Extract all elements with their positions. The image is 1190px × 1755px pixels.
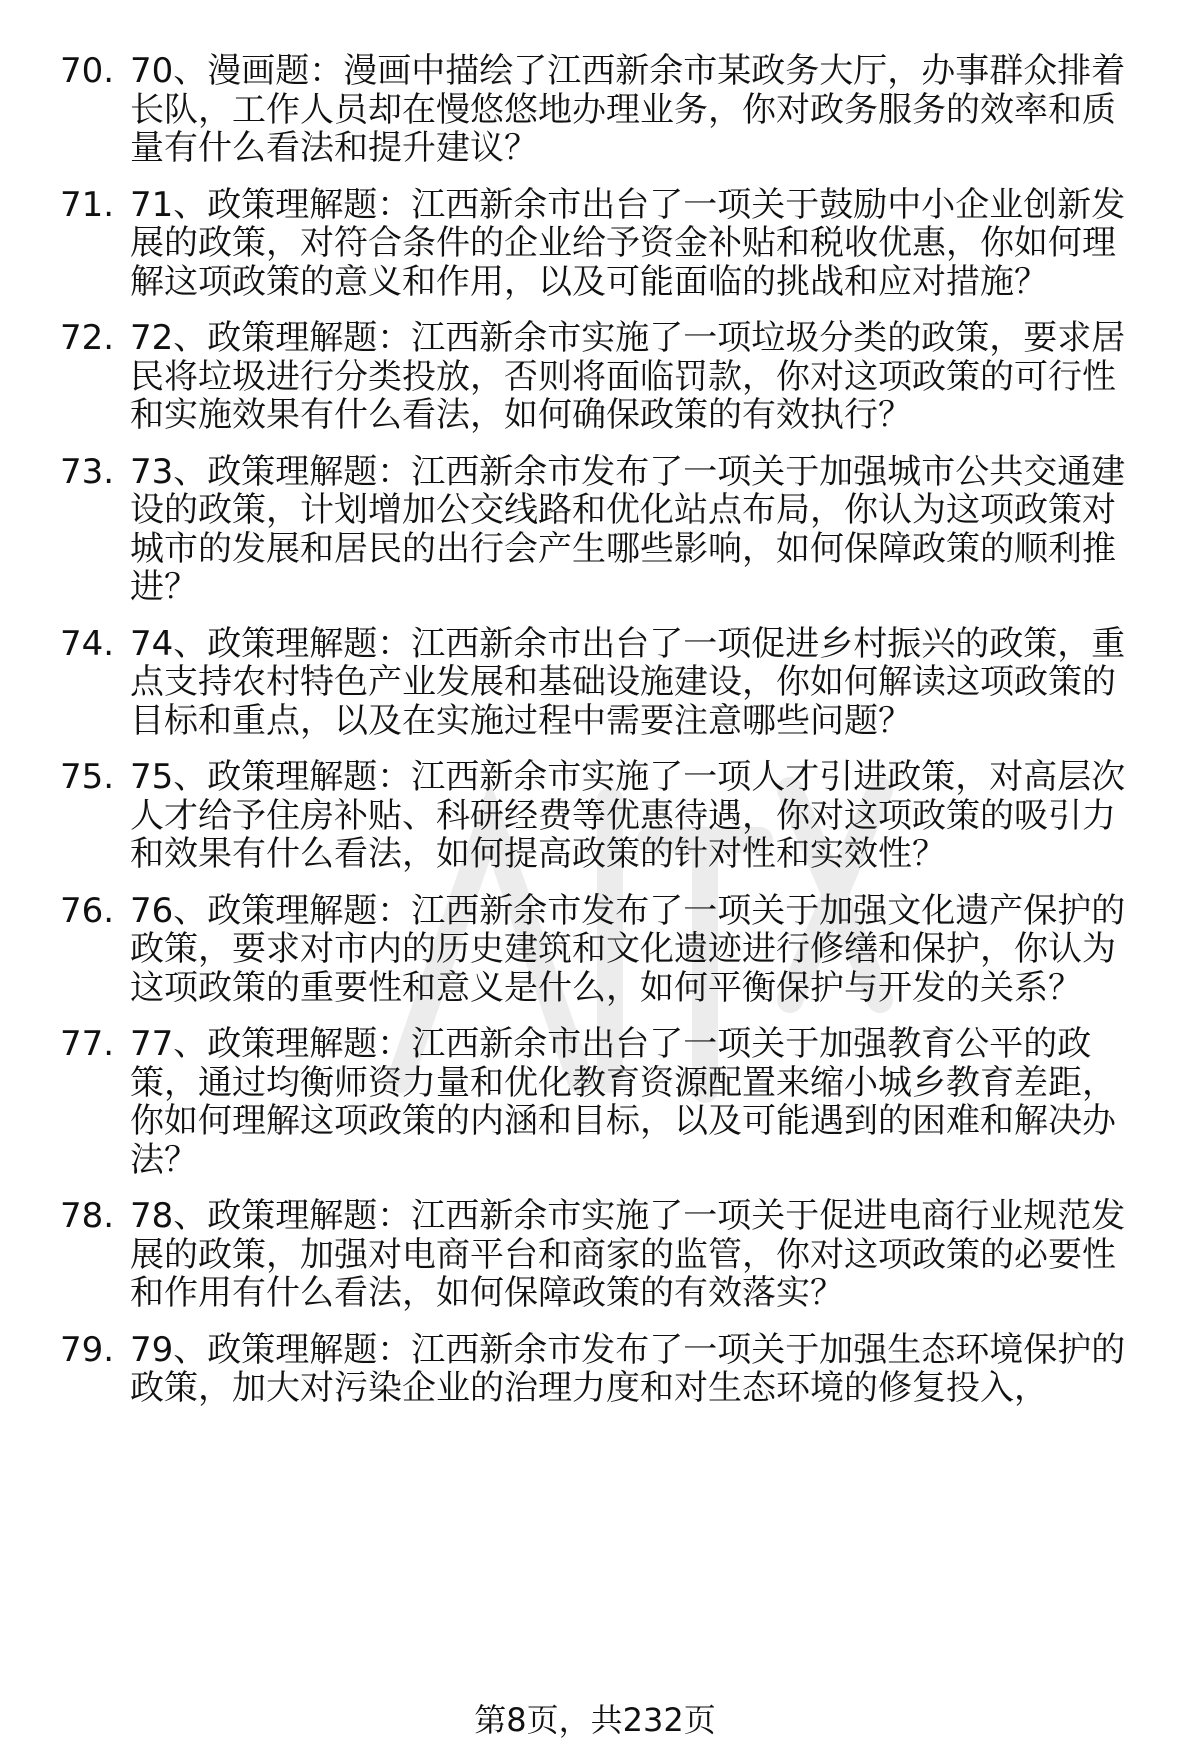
question-text: 72、政策理解题：江西新余市实施了一项垃圾分类的政策，要求居民将垃圾进行分类投放，否则将面临罚款，你对这项政策的可行性和实施效果有什么看法，如何确保政策的有效执行？ — [130, 318, 1126, 435]
list-item — [0, 1025, 1190, 1179]
page-footer: 第8页，共232页 — [474, 1701, 716, 1739]
question-number: 71. — [60, 184, 115, 225]
list-item — [0, 758, 1190, 874]
question-text: 78、政策理解题：江西新余市实施了一项关于促进电商行业规范发展的政策，加强对电商平台和商家的监管，你对这项政策的必要性和作用有什么看法，如何保障政策的有效落实？ — [130, 1196, 1126, 1313]
question-text: 71、政策理解题：江西新余市出台了一项关于鼓励中小企业创新发展的政策，对符合条件的企业给予资金补贴和税收优惠，你如何理解这项政策的意义和作用，以及可能面临的挑战和应对措施？ — [130, 184, 1126, 302]
question-number: 77. — [60, 1024, 115, 1064]
question-number: 79. — [60, 1329, 115, 1370]
list-item — [0, 453, 1190, 607]
question-text: 73、政策理解题：江西新余市发布了一项关于加强城市公共交通建设的政策，计划增加公交线路和优化站点布局，你认为这项政策对城市的发展和居民的出行会产生哪些影响，如何保障政策的顺利推进？ — [130, 451, 1126, 607]
question-number: 75. — [60, 757, 115, 797]
list-item — [0, 186, 1190, 302]
question-text: 76、政策理解题：江西新余市发布了一项关于加强文化遗产保护的政策，要求对市内的历史建筑和文化遗迹进行修缮和保护，你认为这项政策的重要性和意义是什么，如何平衡保护与开发的关系？ — [130, 890, 1126, 1008]
question-text: 70、漫画题：漫画中描绘了江西新余市某政务大厅，办事群众排着长队，工作人员却在慢悠悠地办理业务，你对政务服务的效率和质量有什么看法和提升建议？ — [130, 51, 1126, 168]
question-text: 74、政策理解题：江西新余市出台了一项促进乡村振兴的政策，重点支持农村特色产业发展和基础设施建设，你如何解读这项政策的目标和重点，以及在实施过程中需要注意哪些问题？ — [130, 623, 1126, 741]
question-number: 72. — [60, 318, 115, 358]
question-number: 74. — [60, 623, 115, 664]
question-number: 73. — [60, 451, 115, 492]
list-item — [0, 319, 1190, 435]
question-number: 70. — [60, 51, 115, 91]
question-text: 75、政策理解题：江西新余市实施了一项人才引进政策，对高层次人才给予住房补贴、科研经费等优惠待遇，你对这项政策的吸引力和效果有什么看法，如何提高政策的针对性和实效性？ — [130, 757, 1126, 874]
question-text: 77、政策理解题：江西新余市出台了一项关于加强教育公平的政策，通过均衡师资力量和优化教育资源配置来缩小城乡教育差距，你如何理解这项政策的内涵和目标，以及可能遇到的困难和解决办法？ — [130, 1024, 1116, 1180]
list-item — [0, 1197, 1190, 1313]
question-text: 79、政策理解题：江西新余市发布了一项关于加强生态环境保护的政策，加大对污染企业的治理力度和对生态环境的修复投入， — [130, 1329, 1126, 1408]
question-number: 78. — [60, 1196, 115, 1236]
list-item — [0, 625, 1190, 741]
question-list — [0, 52, 1190, 1426]
question-number: 76. — [60, 890, 115, 931]
list-item — [0, 1331, 1190, 1408]
list-item — [0, 52, 1190, 168]
list-item — [0, 892, 1190, 1008]
